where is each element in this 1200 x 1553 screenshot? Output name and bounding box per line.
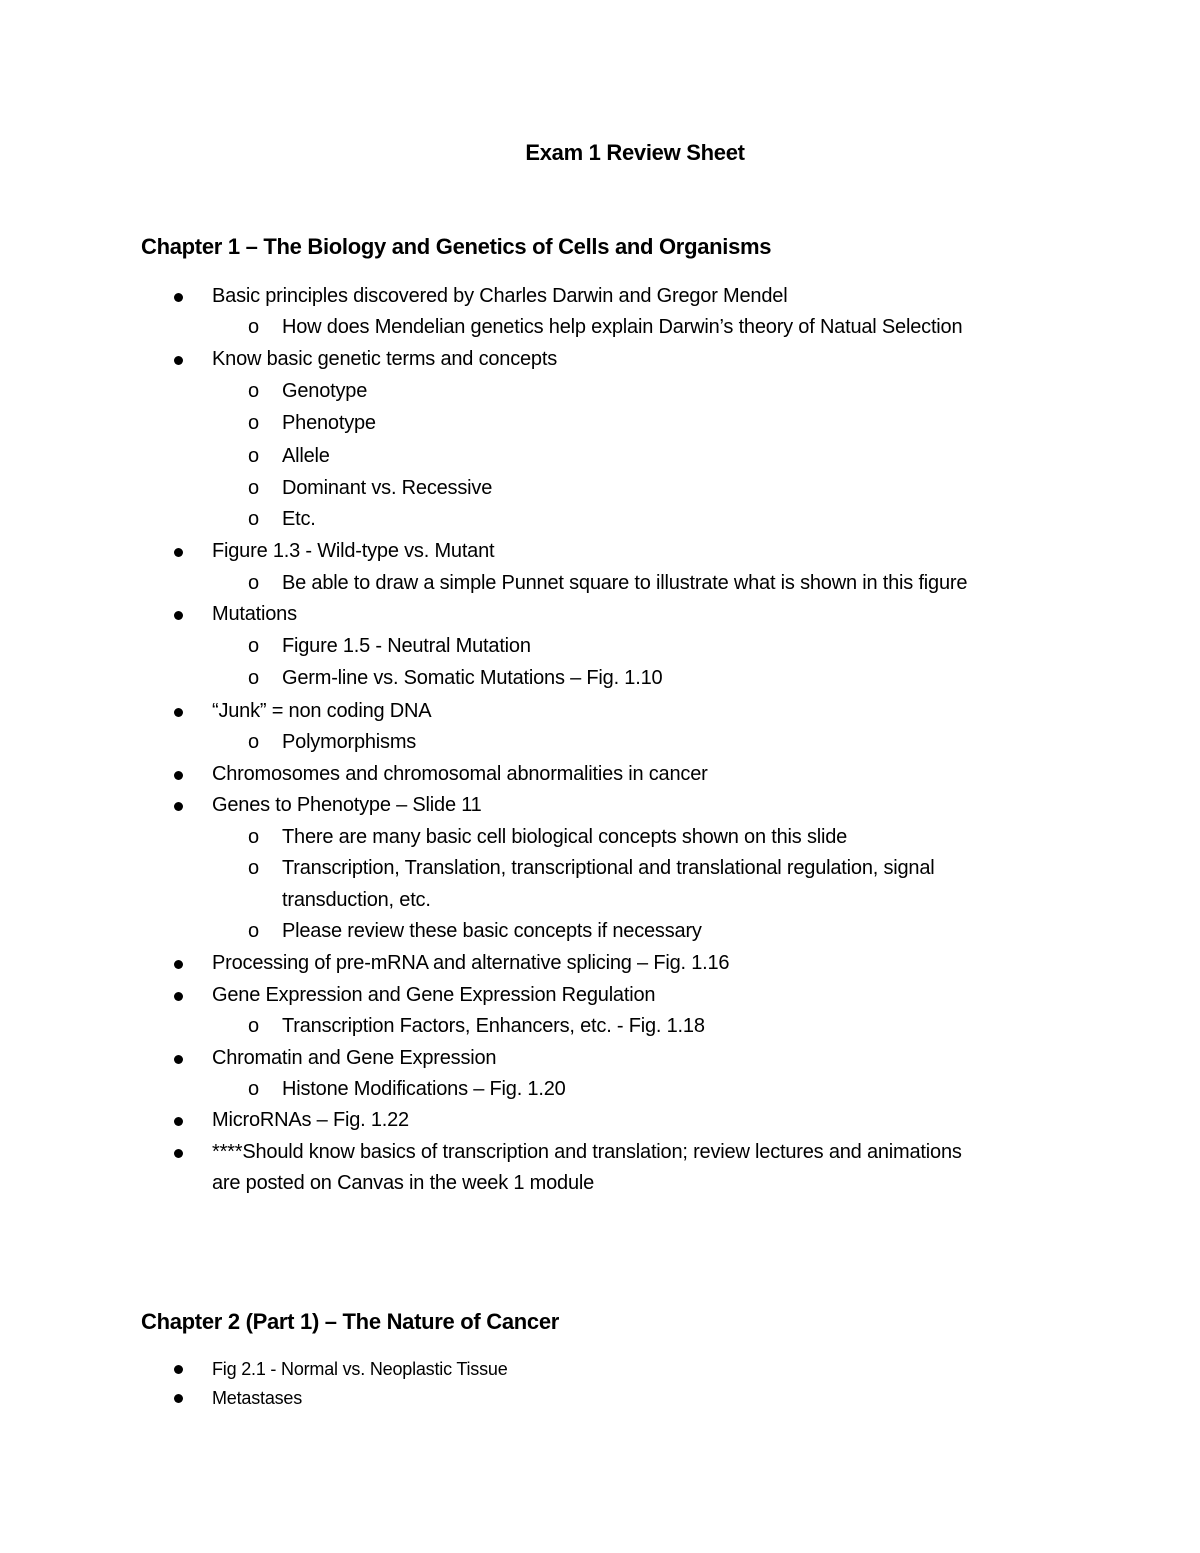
list-item: Figure 1.3 - Wild-type vs. Mutant bbox=[212, 535, 494, 567]
bullet-icon bbox=[174, 1055, 183, 1064]
bullet-icon bbox=[174, 771, 183, 780]
list-item: o Phenotype bbox=[282, 407, 376, 439]
list-item: Gene Expression and Gene Expression Regulation bbox=[212, 979, 655, 1011]
list-item: o Etc. bbox=[282, 503, 316, 535]
list-item: MicroRNAs – Fig. 1.22 bbox=[212, 1104, 409, 1136]
sub-bullet-icon: o bbox=[248, 445, 259, 467]
sub-bullet-icon: o bbox=[248, 731, 259, 753]
sub-bullet-icon: o bbox=[248, 826, 259, 848]
list-item: Processing of pre-mRNA and alternative splicing – Fig. 1.16 bbox=[212, 947, 729, 979]
list-item: Basic principles discovered by Charles Darwin and Gregor Mendel bbox=[212, 280, 787, 312]
list-item: o Transcription, Translation, transcriptional and translational regulation, signal bbox=[282, 852, 935, 884]
sub-bullet-icon: o bbox=[248, 857, 259, 879]
bullet-icon bbox=[174, 708, 183, 717]
sub-bullet-icon: o bbox=[248, 477, 259, 499]
list-item: o Allele bbox=[282, 440, 330, 472]
list-item: o Histone Modifications – Fig. 1.20 bbox=[282, 1073, 566, 1105]
chapter-1-heading: Chapter 1 – The Biology and Genetics of Cells and Organisms bbox=[141, 234, 772, 259]
sub-bullet-icon: o bbox=[248, 380, 259, 402]
list-item: o Dominant vs. Recessive bbox=[282, 472, 492, 504]
bullet-icon bbox=[174, 1394, 183, 1403]
sub-bullet-icon: o bbox=[248, 1078, 259, 1100]
sub-bullet-icon: o bbox=[248, 508, 259, 530]
list-item: o Polymorphisms bbox=[282, 726, 416, 758]
list-item: o There are many basic cell biological concepts shown on this slide bbox=[282, 821, 847, 853]
list-item-continuation: are posted on Canvas in the week 1 module bbox=[212, 1172, 595, 1194]
list-item: o Genotype bbox=[282, 375, 367, 407]
sub-bullet-icon: o bbox=[248, 412, 259, 434]
bullet-icon bbox=[174, 611, 183, 620]
list-item: o Figure 1.5 - Neutral Mutation bbox=[282, 630, 531, 662]
list-item: o How does Mendelian genetics help explain Darwin’s theory of Natual Selection bbox=[282, 311, 962, 343]
sub-bullet-icon: o bbox=[248, 1015, 259, 1037]
list-item: o Be able to draw a simple Punnet square to illustrate what is shown in this figure bbox=[282, 567, 967, 599]
list-item: Fig 2.1 - Normal vs. Neoplastic Tissue bbox=[212, 1353, 508, 1385]
sub-bullet-icon: o bbox=[248, 635, 259, 657]
sub-bullet-icon: o bbox=[248, 667, 259, 689]
bullet-icon bbox=[174, 960, 183, 969]
bullet-icon bbox=[174, 802, 183, 811]
list-item: Mutations bbox=[212, 598, 297, 630]
bullet-icon bbox=[174, 992, 183, 1001]
bullet-icon bbox=[174, 1149, 183, 1158]
list-item: Metastases bbox=[212, 1382, 302, 1414]
bullet-icon bbox=[174, 548, 183, 557]
list-item: Chromosomes and chromosomal abnormalities in cancer bbox=[212, 758, 708, 790]
list-item: Genes to Phenotype – Slide 11 bbox=[212, 789, 482, 821]
chapter-2-heading: Chapter 2 (Part 1) – The Nature of Cancer bbox=[141, 1309, 560, 1334]
bullet-icon bbox=[174, 1365, 183, 1374]
bullet-icon bbox=[174, 356, 183, 365]
bullet-icon bbox=[174, 1117, 183, 1126]
list-item-continuation: transduction, etc. bbox=[282, 889, 431, 911]
sub-bullet-icon: o bbox=[248, 572, 259, 594]
list-item: o Germ-line vs. Somatic Mutations – Fig. 1.10 bbox=[282, 662, 662, 694]
list-item: o Please review these basic concepts if necessary bbox=[282, 915, 702, 947]
page-title: Exam 1 Review Sheet bbox=[525, 140, 745, 165]
list-item: o Transcription Factors, Enhancers, etc. - Fig. 1.18 bbox=[282, 1010, 705, 1042]
list-item: ****Should know basics of transcription and translation; review lectures and animations bbox=[212, 1136, 962, 1168]
bullet-icon bbox=[174, 293, 183, 302]
list-item: Know basic genetic terms and concepts bbox=[212, 343, 557, 375]
sub-bullet-icon: o bbox=[248, 316, 259, 338]
list-item: “Junk” = non coding DNA bbox=[212, 695, 431, 727]
list-item: Chromatin and Gene Expression bbox=[212, 1042, 496, 1074]
sub-bullet-icon: o bbox=[248, 920, 259, 942]
